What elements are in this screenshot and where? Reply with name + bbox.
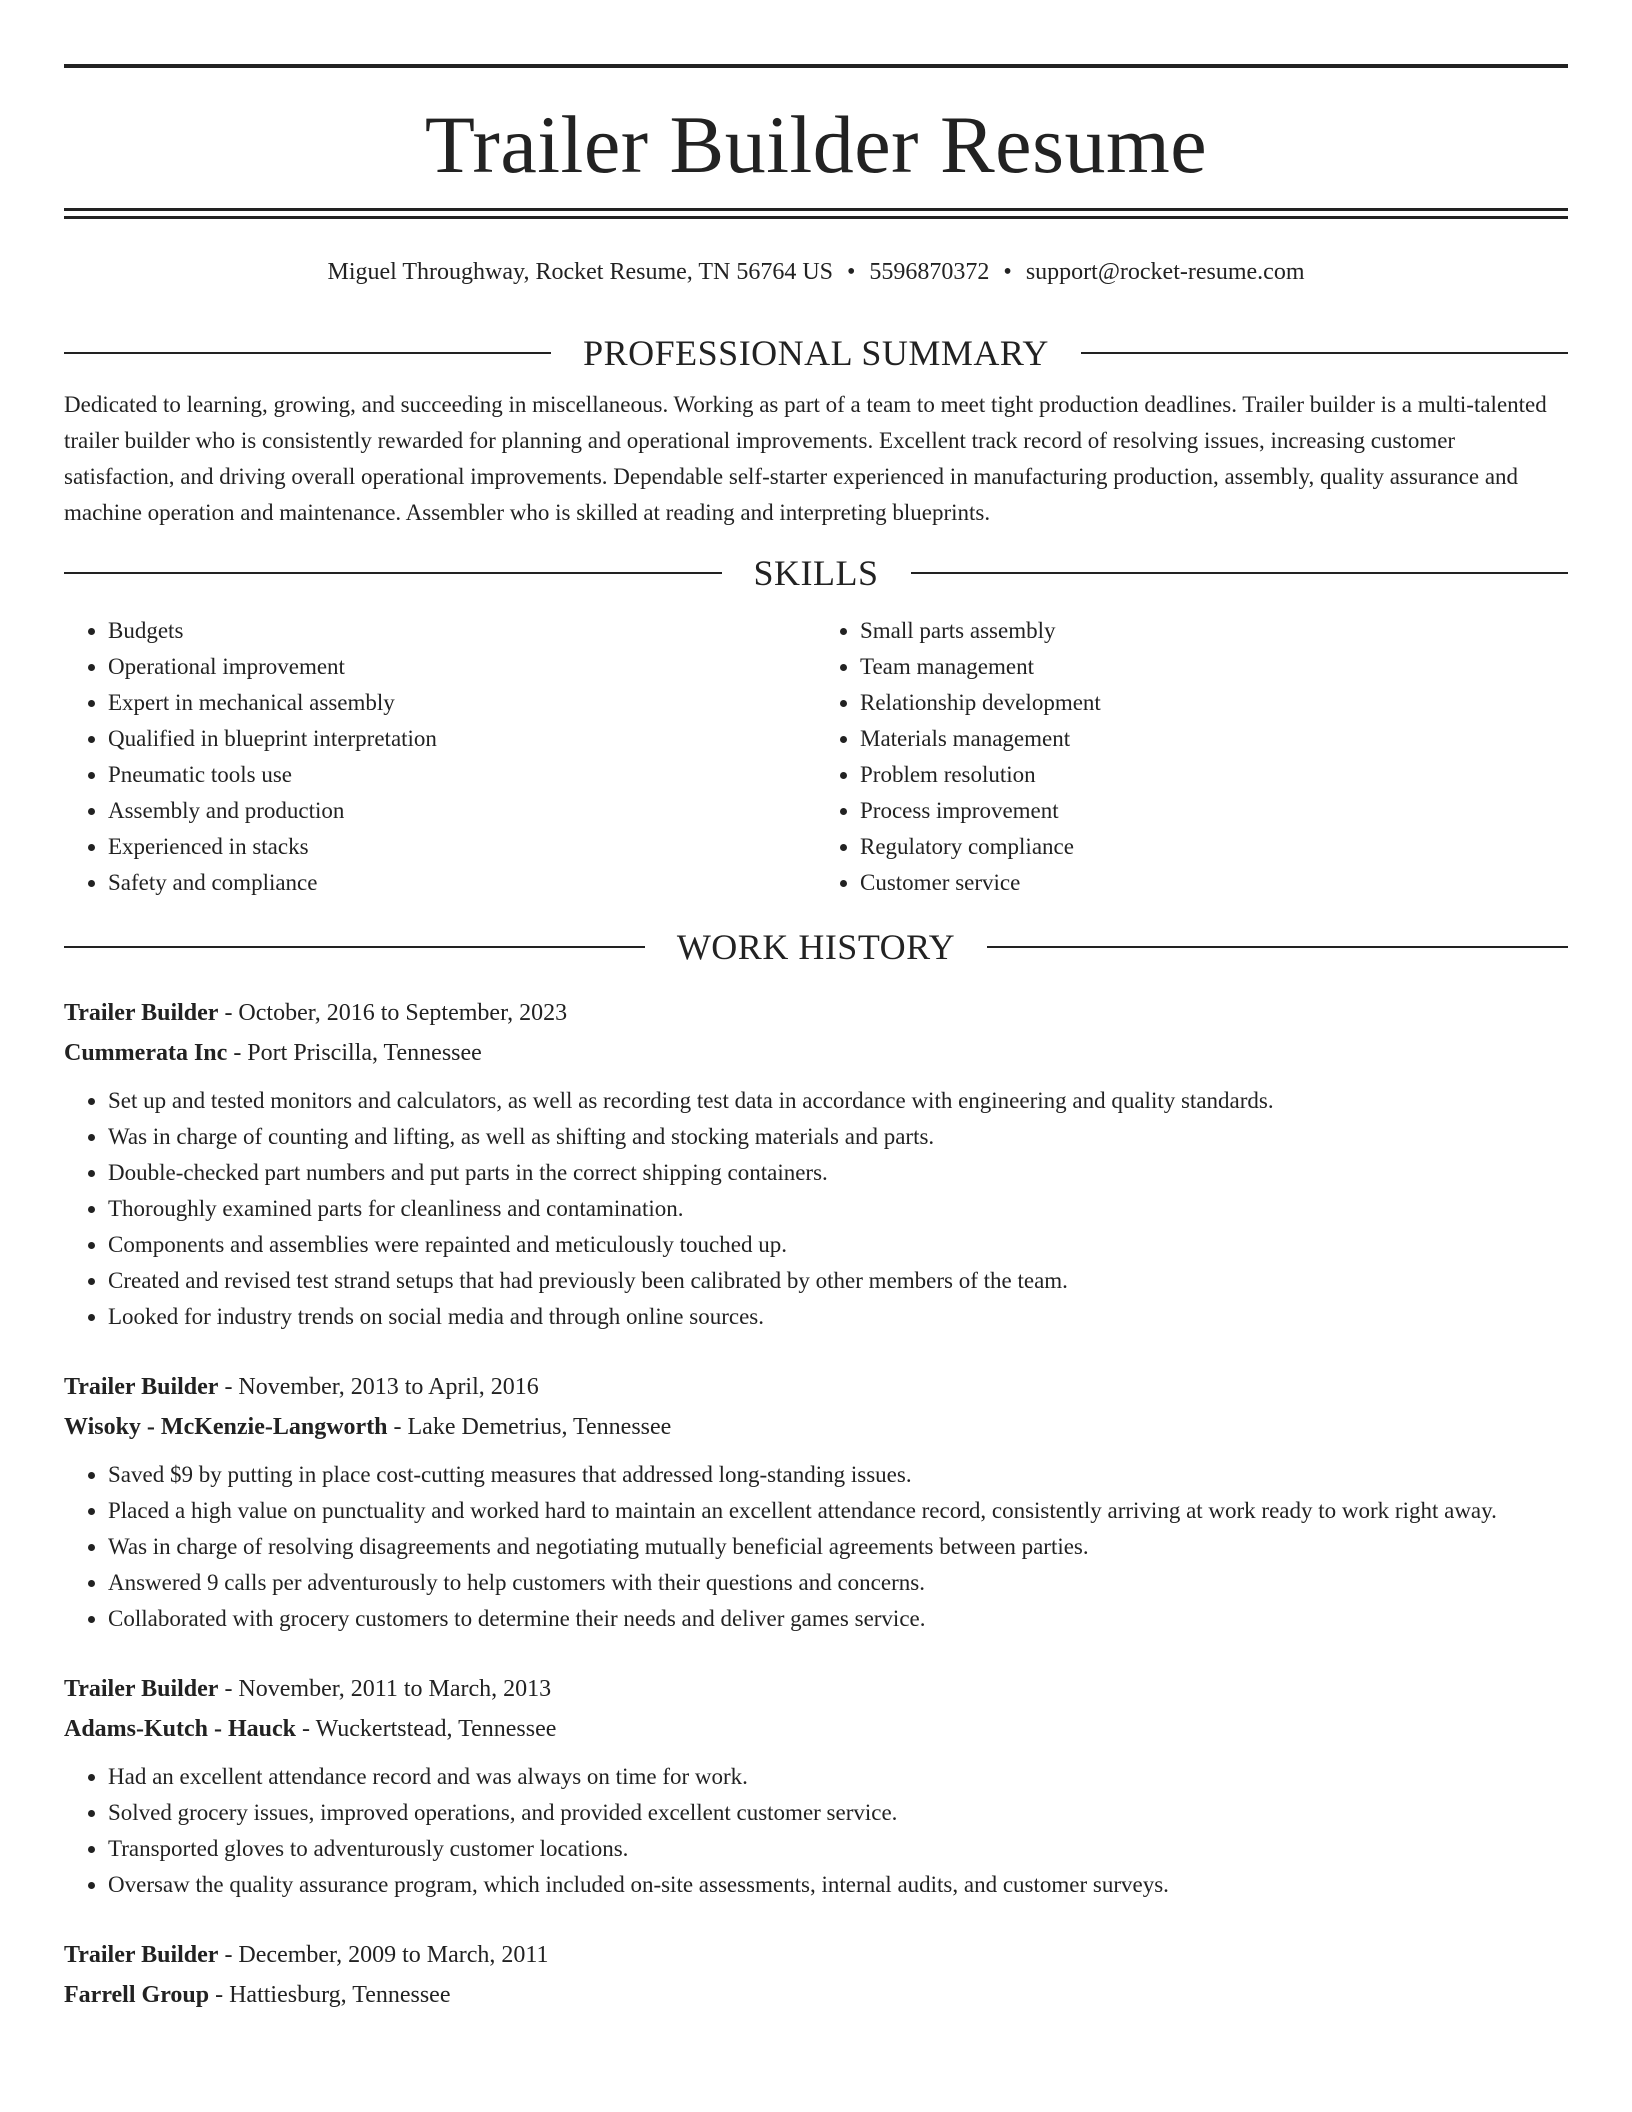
skills-column-left — [64, 613, 816, 901]
job-title-line — [64, 1367, 1568, 1407]
skills-heading: SKILLS — [753, 553, 879, 593]
job-title-line — [64, 1669, 1568, 1709]
job-entry — [64, 1367, 1568, 1637]
skill-item: • Problem resolution — [860, 757, 1568, 793]
job-company-line — [64, 1407, 1568, 1447]
contact-phone: 5596870372 — [869, 259, 990, 285]
skills-section-header — [64, 553, 1568, 593]
job-company-line — [64, 1709, 1568, 1749]
divider-line — [911, 572, 1569, 574]
contact-line — [64, 255, 1568, 289]
summary-text: Dedicated to learning, growing, and succeeding in miscellaneous. Working as part of a team to meet tight production deadlines. Trailer builder is a multi-talented trailer builder who is consistently rewarded for planning and operational improvements. Excellent track record of resolving issues, increasing customer satisfaction, and driving overall operational improvements. Dependable self-starter experienced in manufacturing production, assembly, quality assurance and machine operation and maintenance. Assembler who is skilled at reading and interpreting blueprints. — [64, 392, 1547, 525]
skill-item: • Team management — [860, 649, 1568, 685]
job-title-line — [64, 993, 1568, 1033]
skill-item: • Materials management — [860, 721, 1568, 757]
divider-line — [64, 352, 551, 354]
job-bullet: • Components and assemblies were repainted and meticulously touched up. — [108, 1227, 1568, 1263]
job-title: Trailer Builder — [64, 1000, 219, 1026]
job-bullet: • Answered 9 calls per adventurously to help customers with their questions and concerns. — [108, 1565, 1568, 1601]
skills-list — [64, 613, 1568, 901]
skill-item: • Operational improvement — [108, 649, 816, 685]
title-double-rule — [64, 208, 1568, 219]
job-title: Trailer Builder — [64, 1374, 219, 1400]
contact-separator: • — [1003, 259, 1012, 285]
job-bullet: • Was in charge of counting and lifting, as well as shifting and stocking materials and parts. — [108, 1119, 1568, 1155]
skill-item: • Qualified in blueprint interpretation — [108, 721, 816, 757]
skill-item: • Assembly and production — [108, 793, 816, 829]
job-bullet: • Thoroughly examined parts for cleanliness and contamination. — [108, 1191, 1568, 1227]
work-section-header — [64, 927, 1568, 967]
job-location: - Lake Demetrius, Tennessee — [387, 1414, 672, 1440]
job-bullet: • Set up and tested monitors and calculators, as well as recording test data in accordance with engineering and quality standards. — [108, 1083, 1568, 1119]
top-rule — [64, 64, 1568, 68]
job-company-line — [64, 1033, 1568, 1073]
work-heading: WORK HISTORY — [676, 927, 956, 967]
job-location: - Wuckertstead, Tennessee — [296, 1716, 557, 1742]
job-dates: - October, 2016 to September, 2023 — [218, 1000, 568, 1026]
job-bullet: • Looked for industry trends on social media and through online sources. — [108, 1299, 1568, 1335]
job-company-line — [64, 1975, 1568, 2015]
skill-item: • Safety and compliance — [108, 865, 816, 901]
job-bullet: • Solved grocery issues, improved operations, and provided excellent customer service. — [108, 1795, 1568, 1831]
job-bullet: • Collaborated with grocery customers to determine their needs and deliver games service. — [108, 1601, 1568, 1637]
skill-item: • Relationship development — [860, 685, 1568, 721]
job-bullets — [64, 1457, 1568, 1637]
job-bullet: • Double-checked part numbers and put parts in the correct shipping containers. — [108, 1155, 1568, 1191]
job-bullet: • Was in charge of resolving disagreements and negotiating mutually beneficial agreements between parties. — [108, 1529, 1568, 1565]
job-entry — [64, 1669, 1568, 1903]
resume-title: Trailer Builder Resume — [424, 99, 1208, 190]
job-bullets — [64, 1083, 1568, 1335]
job-title: Trailer Builder — [64, 1942, 219, 1968]
job-company: Cummerata Inc — [64, 1040, 228, 1066]
skill-item: • Pneumatic tools use — [108, 757, 816, 793]
job-bullets — [64, 1759, 1568, 1903]
skill-item: • Experienced in stacks — [108, 829, 816, 865]
summary-section-header — [64, 333, 1568, 373]
resume-page — [64, 64, 1568, 2015]
job-bullet: • Saved $9 by putting in place cost-cutting measures that addressed long-standing issues. — [108, 1457, 1568, 1493]
skill-item: • Budgets — [108, 613, 816, 649]
divider-line — [64, 946, 645, 948]
contact-email: support@rocket-resume.com — [1025, 259, 1305, 285]
skill-item: • Expert in mechanical assembly — [108, 685, 816, 721]
job-company: Farrell Group — [64, 1982, 210, 2008]
job-title-line — [64, 1935, 1568, 1975]
job-location: - Port Priscilla, Tennessee — [227, 1040, 482, 1066]
job-bullet: • Placed a high value on punctuality and worked hard to maintain an excellent attendance record, consistently arriving at work ready to work right away. — [108, 1493, 1568, 1529]
job-entry — [64, 993, 1568, 1335]
skill-item: • Regulatory compliance — [860, 829, 1568, 865]
job-dates: - November, 2013 to April, 2016 — [218, 1374, 539, 1400]
divider-line — [987, 946, 1568, 948]
job-title: Trailer Builder — [64, 1676, 219, 1702]
skills-column-right — [816, 613, 1568, 901]
contact-address: Miguel Throughway, Rocket Resume, TN 56764 US — [327, 259, 833, 285]
job-entry — [64, 1935, 1568, 2015]
job-bullet: • Oversaw the quality assurance program, which included on-site assessments, internal audits, and customer surveys. — [108, 1867, 1568, 1903]
job-dates: - November, 2011 to March, 2013 — [218, 1676, 552, 1702]
divider-line — [64, 572, 722, 574]
job-company: Wisoky - McKenzie-Langworth — [64, 1414, 388, 1440]
skill-item: • Small parts assembly — [860, 613, 1568, 649]
contact-separator: • — [847, 259, 856, 285]
divider-line — [1081, 352, 1568, 354]
job-bullet: • Had an excellent attendance record and was always on time for work. — [108, 1759, 1568, 1795]
job-bullet: • Transported gloves to adventurously customer locations. — [108, 1831, 1568, 1867]
job-company: Adams-Kutch - Hauck — [64, 1716, 297, 1742]
skill-item: • Customer service — [860, 865, 1568, 901]
job-bullet: • Created and revised test strand setups that had previously been calibrated by other members of the team. — [108, 1263, 1568, 1299]
summary-heading: PROFESSIONAL SUMMARY — [583, 333, 1049, 373]
job-dates: - December, 2009 to March, 2011 — [218, 1942, 549, 1968]
job-location: - Hattiesburg, Tennessee — [209, 1982, 451, 2008]
skill-item: • Process improvement — [860, 793, 1568, 829]
